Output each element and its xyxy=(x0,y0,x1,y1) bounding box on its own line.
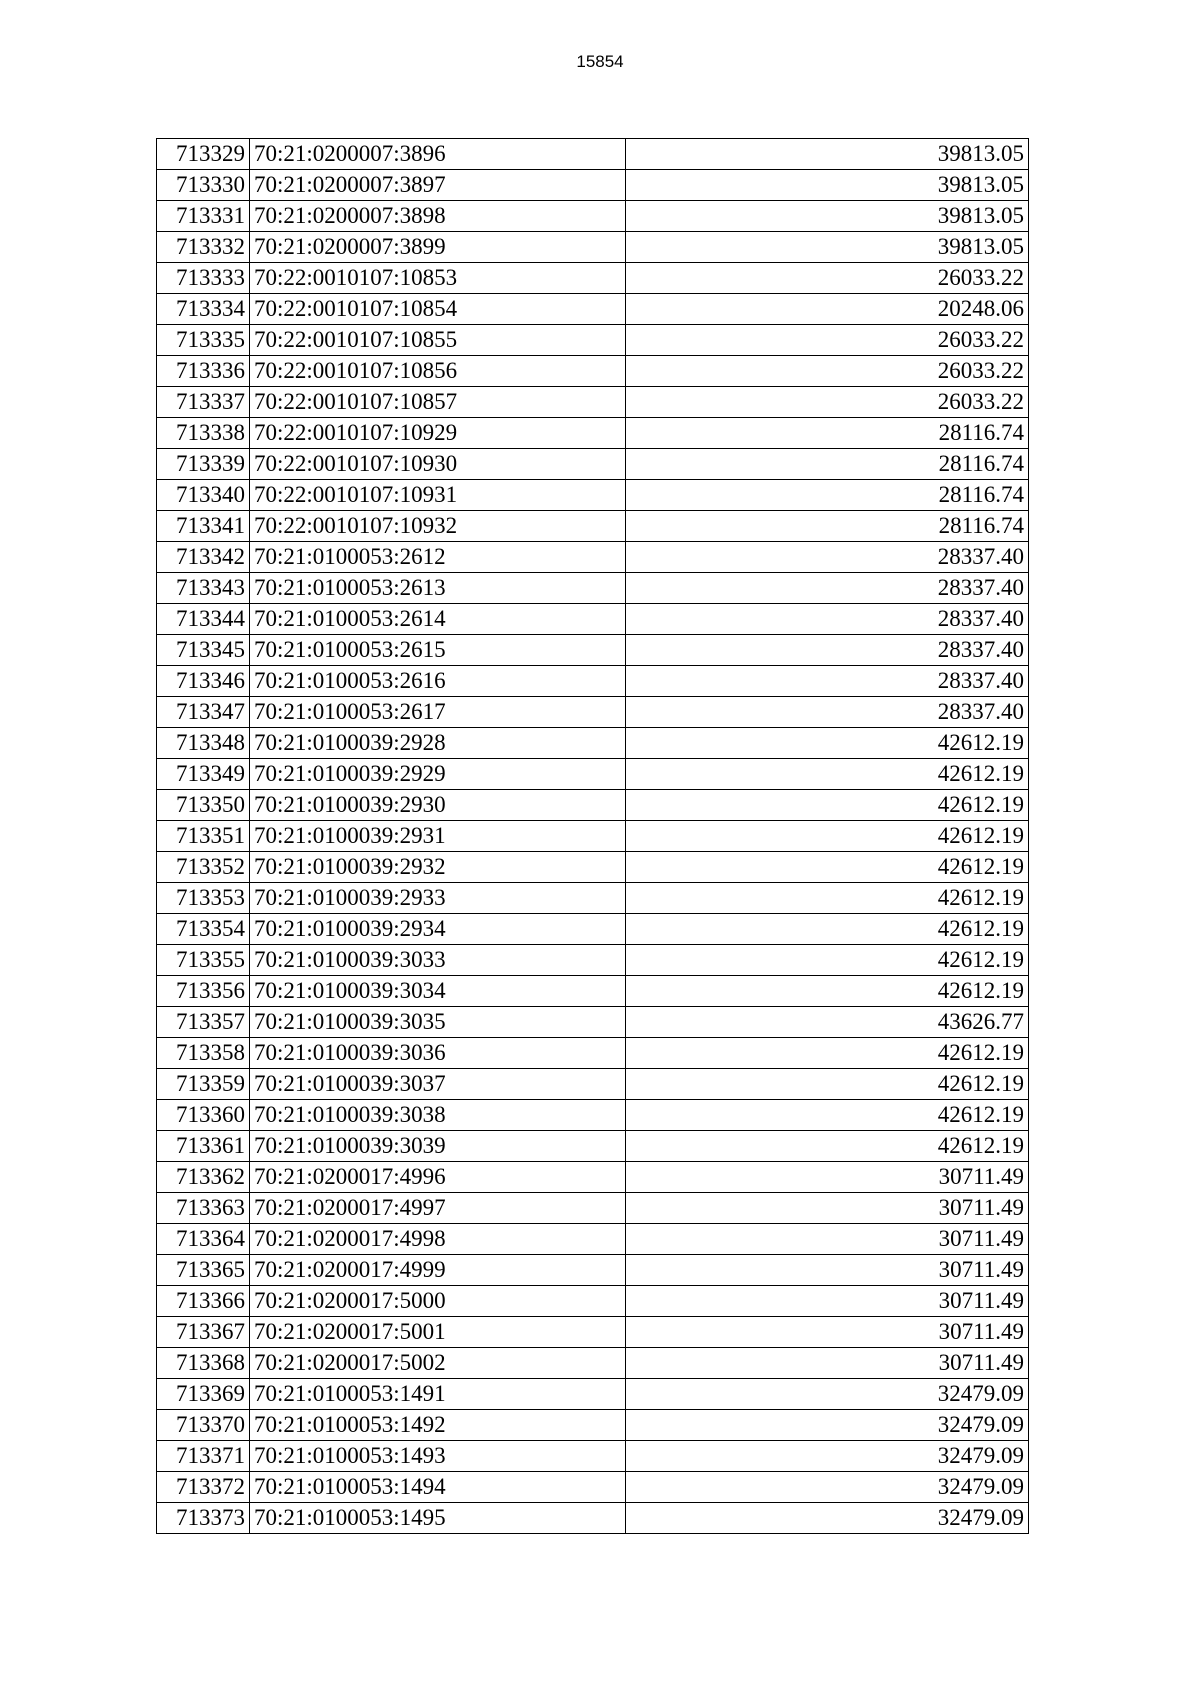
table-row xyxy=(157,1162,1029,1193)
cadastral-number-cell: 70:21:0200007:3898 xyxy=(250,201,626,232)
cadastral-value-cell: 28337.40 xyxy=(626,542,1029,573)
row-number-cell: 713364 xyxy=(157,1224,250,1255)
table-row xyxy=(157,1286,1029,1317)
table-row xyxy=(157,635,1029,666)
row-number-cell: 713372 xyxy=(157,1472,250,1503)
cadastral-value-cell: 32479.09 xyxy=(626,1503,1029,1534)
cadastral-value-cell: 39813.05 xyxy=(626,201,1029,232)
cadastral-number-cell: 70:21:0100053:2615 xyxy=(250,635,626,666)
row-number-cell: 713357 xyxy=(157,1007,250,1038)
cadastral-value-cell: 30711.49 xyxy=(626,1286,1029,1317)
cadastral-number-cell: 70:21:0100039:3038 xyxy=(250,1100,626,1131)
cadastral-value-cell: 26033.22 xyxy=(626,263,1029,294)
row-number-cell: 713361 xyxy=(157,1131,250,1162)
cadastral-value-cell: 39813.05 xyxy=(626,139,1029,170)
table-row xyxy=(157,1038,1029,1069)
cadastral-value-cell: 30711.49 xyxy=(626,1193,1029,1224)
table-row xyxy=(157,821,1029,852)
row-number-cell: 713360 xyxy=(157,1100,250,1131)
cadastral-number-cell: 70:22:0010107:10853 xyxy=(250,263,626,294)
cadastral-value-cell: 32479.09 xyxy=(626,1472,1029,1503)
cadastral-number-cell: 70:21:0100039:3035 xyxy=(250,1007,626,1038)
row-number-cell: 713332 xyxy=(157,232,250,263)
cadastral-value-cell: 42612.19 xyxy=(626,945,1029,976)
cadastral-number-cell: 70:21:0200007:3897 xyxy=(250,170,626,201)
cadastral-value-cell: 32479.09 xyxy=(626,1441,1029,1472)
table-row xyxy=(157,790,1029,821)
table-row xyxy=(157,387,1029,418)
table-row xyxy=(157,728,1029,759)
cadastral-number-cell: 70:21:0200007:3899 xyxy=(250,232,626,263)
cadastral-value-cell: 43626.77 xyxy=(626,1007,1029,1038)
row-number-cell: 713370 xyxy=(157,1410,250,1441)
table-row xyxy=(157,852,1029,883)
table-row xyxy=(157,573,1029,604)
row-number-cell: 713352 xyxy=(157,852,250,883)
row-number-cell: 713336 xyxy=(157,356,250,387)
table-row xyxy=(157,1441,1029,1472)
cadastral-number-cell: 70:21:0200017:5001 xyxy=(250,1317,626,1348)
table-row xyxy=(157,511,1029,542)
table-row xyxy=(157,480,1029,511)
row-number-cell: 713367 xyxy=(157,1317,250,1348)
cadastral-number-cell: 70:21:0100039:3039 xyxy=(250,1131,626,1162)
row-number-cell: 713329 xyxy=(157,139,250,170)
cadastral-number-cell: 70:21:0100039:2930 xyxy=(250,790,626,821)
cadastral-number-cell: 70:21:0100039:2932 xyxy=(250,852,626,883)
cadastral-value-cell: 42612.19 xyxy=(626,883,1029,914)
cadastral-value-cell: 30711.49 xyxy=(626,1162,1029,1193)
table-row xyxy=(157,1503,1029,1534)
row-number-cell: 713362 xyxy=(157,1162,250,1193)
cadastral-number-cell: 70:21:0100053:2612 xyxy=(250,542,626,573)
table-row xyxy=(157,356,1029,387)
cadastral-value-cell: 26033.22 xyxy=(626,356,1029,387)
cadastral-number-cell: 70:22:0010107:10932 xyxy=(250,511,626,542)
row-number-cell: 713349 xyxy=(157,759,250,790)
cadastral-value-cell: 30711.49 xyxy=(626,1224,1029,1255)
row-number-cell: 713346 xyxy=(157,666,250,697)
table-row xyxy=(157,1317,1029,1348)
cadastral-number-cell: 70:21:0200017:4996 xyxy=(250,1162,626,1193)
table-body xyxy=(157,139,1029,1534)
cadastral-number-cell: 70:21:0100053:1493 xyxy=(250,1441,626,1472)
table-row xyxy=(157,945,1029,976)
table-row xyxy=(157,1193,1029,1224)
row-number-cell: 713344 xyxy=(157,604,250,635)
row-number-cell: 713342 xyxy=(157,542,250,573)
cadastral-number-cell: 70:21:0100039:2933 xyxy=(250,883,626,914)
cadastral-number-cell: 70:21:0200017:5000 xyxy=(250,1286,626,1317)
row-number-cell: 713351 xyxy=(157,821,250,852)
cadastral-value-table xyxy=(156,138,1029,1534)
table-row xyxy=(157,139,1029,170)
cadastral-number-cell: 70:21:0100039:2931 xyxy=(250,821,626,852)
cadastral-number-cell: 70:21:0100053:2613 xyxy=(250,573,626,604)
table-row xyxy=(157,1131,1029,1162)
table-row xyxy=(157,1255,1029,1286)
row-number-cell: 713366 xyxy=(157,1286,250,1317)
cadastral-number-cell: 70:21:0100053:1491 xyxy=(250,1379,626,1410)
cadastral-value-cell: 42612.19 xyxy=(626,976,1029,1007)
cadastral-number-cell: 70:22:0010107:10857 xyxy=(250,387,626,418)
row-number-cell: 713343 xyxy=(157,573,250,604)
table-row xyxy=(157,604,1029,635)
page-number: 15854 xyxy=(576,52,624,71)
cadastral-value-cell: 30711.49 xyxy=(626,1317,1029,1348)
table-row xyxy=(157,1100,1029,1131)
table-row xyxy=(157,1069,1029,1100)
table-row xyxy=(157,1472,1029,1503)
row-number-cell: 713347 xyxy=(157,697,250,728)
cadastral-value-cell: 32479.09 xyxy=(626,1410,1029,1441)
cadastral-value-cell: 20248.06 xyxy=(626,294,1029,325)
row-number-cell: 713368 xyxy=(157,1348,250,1379)
table-row xyxy=(157,232,1029,263)
row-number-cell: 713339 xyxy=(157,449,250,480)
cadastral-value-cell: 42612.19 xyxy=(626,1038,1029,1069)
row-number-cell: 713333 xyxy=(157,263,250,294)
row-number-cell: 713338 xyxy=(157,418,250,449)
cadastral-number-cell: 70:21:0200017:4998 xyxy=(250,1224,626,1255)
cadastral-number-cell: 70:22:0010107:10854 xyxy=(250,294,626,325)
table-row xyxy=(157,170,1029,201)
cadastral-value-cell: 28116.74 xyxy=(626,449,1029,480)
row-number-cell: 713373 xyxy=(157,1503,250,1534)
cadastral-number-cell: 70:22:0010107:10929 xyxy=(250,418,626,449)
table-row xyxy=(157,1007,1029,1038)
cadastral-value-cell: 42612.19 xyxy=(626,1069,1029,1100)
cadastral-number-cell: 70:21:0200017:4999 xyxy=(250,1255,626,1286)
table-row xyxy=(157,201,1029,232)
row-number-cell: 713341 xyxy=(157,511,250,542)
table-row xyxy=(157,697,1029,728)
cadastral-number-cell: 70:21:0100053:1492 xyxy=(250,1410,626,1441)
cadastral-number-cell: 70:21:0100039:3037 xyxy=(250,1069,626,1100)
table-row xyxy=(157,976,1029,1007)
cadastral-number-cell: 70:21:0200017:4997 xyxy=(250,1193,626,1224)
cadastral-value-cell: 32479.09 xyxy=(626,1379,1029,1410)
cadastral-number-cell: 70:22:0010107:10856 xyxy=(250,356,626,387)
cadastral-value-cell: 42612.19 xyxy=(626,914,1029,945)
row-number-cell: 713350 xyxy=(157,790,250,821)
cadastral-value-cell: 28116.74 xyxy=(626,480,1029,511)
cadastral-number-cell: 70:21:0100039:2928 xyxy=(250,728,626,759)
table-row xyxy=(157,883,1029,914)
cadastral-value-cell: 28116.74 xyxy=(626,511,1029,542)
cadastral-number-cell: 70:21:0100053:1495 xyxy=(250,1503,626,1534)
row-number-cell: 713363 xyxy=(157,1193,250,1224)
cadastral-value-cell: 28116.74 xyxy=(626,418,1029,449)
cadastral-number-cell: 70:21:0100053:2617 xyxy=(250,697,626,728)
cadastral-number-cell: 70:22:0010107:10930 xyxy=(250,449,626,480)
cadastral-number-cell: 70:21:0100039:2929 xyxy=(250,759,626,790)
cadastral-value-cell: 42612.19 xyxy=(626,728,1029,759)
table-row xyxy=(157,914,1029,945)
cadastral-value-cell: 28337.40 xyxy=(626,697,1029,728)
row-number-cell: 713330 xyxy=(157,170,250,201)
cadastral-value-cell: 42612.19 xyxy=(626,821,1029,852)
row-number-cell: 713359 xyxy=(157,1069,250,1100)
cadastral-number-cell: 70:21:0200017:5002 xyxy=(250,1348,626,1379)
cadastral-number-cell: 70:21:0100053:2616 xyxy=(250,666,626,697)
row-number-cell: 713335 xyxy=(157,325,250,356)
row-number-cell: 713354 xyxy=(157,914,250,945)
row-number-cell: 713355 xyxy=(157,945,250,976)
cadastral-value-cell: 42612.19 xyxy=(626,790,1029,821)
row-number-cell: 713345 xyxy=(157,635,250,666)
row-number-cell: 713331 xyxy=(157,201,250,232)
table-row xyxy=(157,1224,1029,1255)
table-row xyxy=(157,325,1029,356)
cadastral-number-cell: 70:21:0100053:2614 xyxy=(250,604,626,635)
table-row xyxy=(157,449,1029,480)
cadastral-value-cell: 28337.40 xyxy=(626,635,1029,666)
cadastral-number-cell: 70:21:0100039:3033 xyxy=(250,945,626,976)
cadastral-value-cell: 26033.22 xyxy=(626,387,1029,418)
cadastral-value-cell: 26033.22 xyxy=(626,325,1029,356)
cadastral-number-cell: 70:21:0100039:3034 xyxy=(250,976,626,1007)
cadastral-number-cell: 70:22:0010107:10855 xyxy=(250,325,626,356)
cadastral-number-cell: 70:22:0010107:10931 xyxy=(250,480,626,511)
cadastral-value-cell: 42612.19 xyxy=(626,759,1029,790)
row-number-cell: 713369 xyxy=(157,1379,250,1410)
table-row xyxy=(157,759,1029,790)
row-number-cell: 713365 xyxy=(157,1255,250,1286)
table-row xyxy=(157,542,1029,573)
table-row xyxy=(157,1410,1029,1441)
cadastral-value-cell: 28337.40 xyxy=(626,666,1029,697)
cadastral-value-cell: 39813.05 xyxy=(626,170,1029,201)
cadastral-value-cell: 30711.49 xyxy=(626,1255,1029,1286)
table-row xyxy=(157,263,1029,294)
row-number-cell: 713340 xyxy=(157,480,250,511)
cadastral-number-cell: 70:21:0200007:3896 xyxy=(250,139,626,170)
cadastral-value-cell: 42612.19 xyxy=(626,852,1029,883)
cadastral-value-cell: 28337.40 xyxy=(626,573,1029,604)
cadastral-number-cell: 70:21:0100039:3036 xyxy=(250,1038,626,1069)
table-row xyxy=(157,418,1029,449)
table-row xyxy=(157,294,1029,325)
table-row xyxy=(157,1348,1029,1379)
row-number-cell: 713348 xyxy=(157,728,250,759)
cadastral-value-cell: 42612.19 xyxy=(626,1100,1029,1131)
row-number-cell: 713337 xyxy=(157,387,250,418)
cadastral-number-cell: 70:21:0100053:1494 xyxy=(250,1472,626,1503)
cadastral-value-cell: 28337.40 xyxy=(626,604,1029,635)
row-number-cell: 713371 xyxy=(157,1441,250,1472)
table-row xyxy=(157,1379,1029,1410)
cadastral-value-cell: 39813.05 xyxy=(626,232,1029,263)
cadastral-value-cell: 42612.19 xyxy=(626,1131,1029,1162)
row-number-cell: 713358 xyxy=(157,1038,250,1069)
cadastral-value-cell: 30711.49 xyxy=(626,1348,1029,1379)
table-row xyxy=(157,666,1029,697)
row-number-cell: 713334 xyxy=(157,294,250,325)
cadastral-number-cell: 70:21:0100039:2934 xyxy=(250,914,626,945)
row-number-cell: 713356 xyxy=(157,976,250,1007)
row-number-cell: 713353 xyxy=(157,883,250,914)
